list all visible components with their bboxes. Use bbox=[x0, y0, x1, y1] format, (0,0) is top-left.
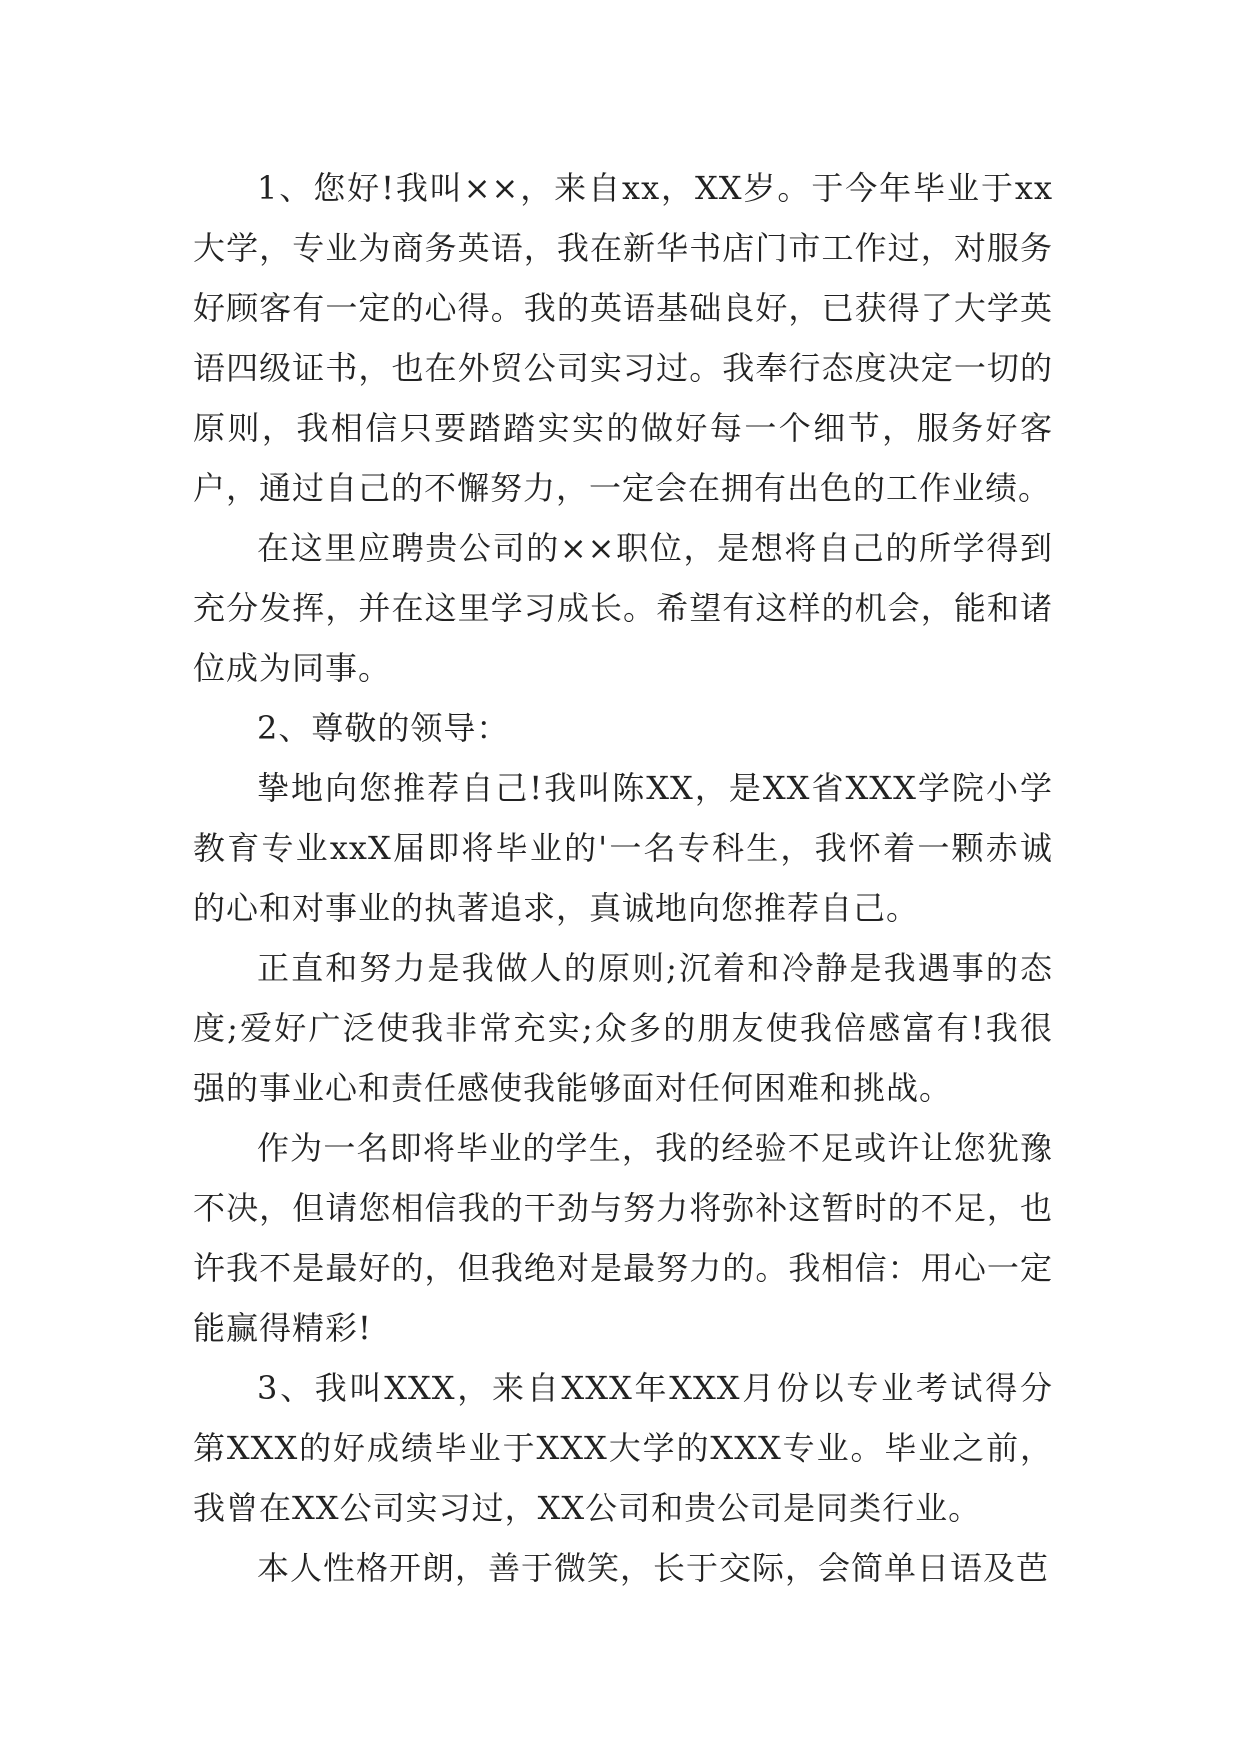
paragraph-5: 正直和努力是我做人的原则;沉着和冷静是我遇事的态度;爱好广泛使我非常充实;众多的朋友使我倍感富有!我很强的事业心和责任感使我能够面对任何困难和挑战。 bbox=[193, 949, 1053, 1107]
paragraph-1: 1、您好!我叫××，来自xx，XX岁。于今年毕业于xx大学，专业为商务英语，我在新华书店门市工作过，对服务好顾客有一定的心得。我的英语基础良好，已获得了大学英语四级证书，也在外贸公司实习过。我奉行态度决定一切的原则，我相信只要踏踏实实的做好每一个细节，服务好客户，通过自己的不懈努力，一定会在拥有出色的工作业绩。 bbox=[193, 169, 1053, 507]
paragraph-6: 作为一名即将毕业的学生，我的经验不足或许让您犹豫不决，但请您相信我的干劲与努力将弥补这暂时的不足，也许我不是最好的，但我绝对是最努力的。我相信：用心一定能赢得精彩! bbox=[193, 1129, 1053, 1347]
paragraph-4: 挚地向您推荐自己!我叫陈XX，是XX省XXX学院小学教育专业xxX届即将毕业的'一名专科生，我怀着一颗赤诚的心和对事业的执著追求，真诚地向您推荐自己。 bbox=[193, 769, 1053, 927]
paragraph-8: 本人性格开朗，善于微笑，长于交际，会简单日语及芭 bbox=[257, 1549, 1050, 1587]
paragraph-2: 在这里应聘贵公司的××职位，是想将自己的所学得到充分发挥，并在这里学习成长。希望有这样的机会，能和诸位成为同事。 bbox=[193, 529, 1053, 687]
paragraph-7: 3、我叫XXX，来自XXX年XXX月份以专业考试得分第XXX的好成绩毕业于XXX大学的XXX专业。毕业之前，我曾在XX公司实习过，XX公司和贵公司是同类行业。 bbox=[193, 1369, 1053, 1527]
paragraph-3-heading: 2、尊敬的领导： bbox=[257, 709, 510, 747]
document-body bbox=[193, 158, 1053, 1598]
